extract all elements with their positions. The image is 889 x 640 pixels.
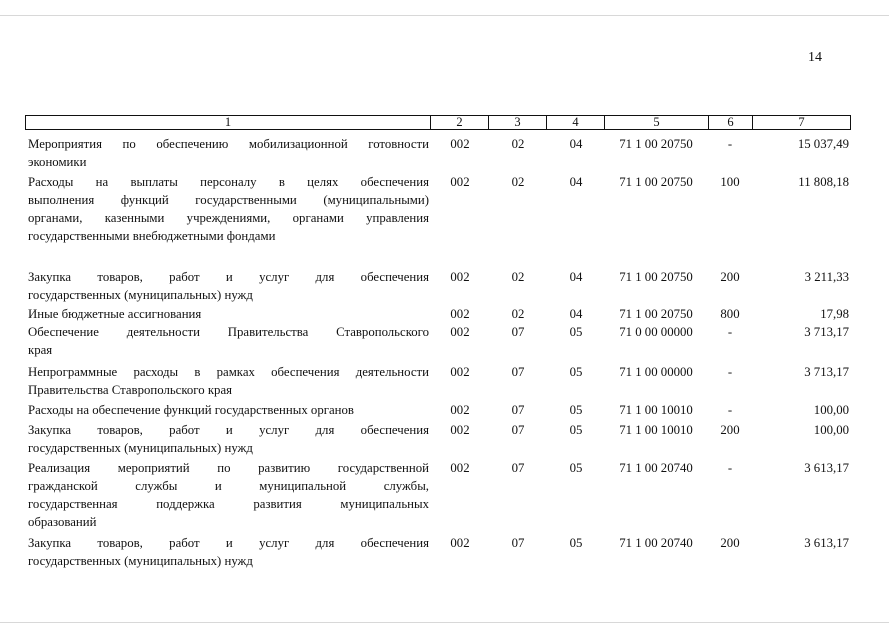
subsection-code: 04 — [569, 307, 583, 321]
target-article-code: 71 1 00 20750 — [619, 307, 693, 321]
subsection-code: 04 — [569, 270, 583, 284]
section-code: 07 — [511, 365, 525, 379]
subsection-code: 05 — [569, 536, 583, 550]
expense-type-code: - — [727, 137, 733, 151]
ministry-code: 002 — [450, 365, 470, 379]
column-header-row — [26, 116, 851, 130]
expense-type-code: - — [727, 461, 733, 475]
subsection-code: 05 — [569, 423, 583, 437]
description-line: Закупка товаров, работ и услуг для обеспечения — [28, 270, 429, 284]
column-header-4: 4 — [547, 116, 605, 130]
expense-type-code: 200 — [720, 270, 740, 284]
description-line: Мероприятия по обеспечению мобилизационной готовности — [28, 137, 429, 151]
column-header-3: 3 — [489, 116, 547, 130]
expense-type-code: 200 — [720, 423, 740, 437]
description-line: края — [28, 343, 53, 357]
subsection-code: 05 — [569, 365, 583, 379]
bottom-edge-line — [0, 622, 889, 623]
target-article-code: 71 1 00 20740 — [619, 461, 693, 475]
subsection-code: 05 — [569, 461, 583, 475]
amount: 11 808,18 — [798, 175, 849, 189]
row-description — [28, 305, 429, 323]
row-description — [28, 135, 429, 171]
section-code: 07 — [511, 536, 525, 550]
description-line: Иные бюджетные ассигнования — [28, 307, 202, 321]
description-line: Правительства Ставропольского края — [28, 383, 233, 397]
target-article-code: 71 1 00 00000 — [619, 365, 693, 379]
amount: 17,98 — [820, 307, 849, 321]
row-description — [28, 534, 429, 570]
row-description — [28, 401, 429, 419]
section-code: 02 — [511, 175, 525, 189]
description-line: Обеспечение деятельности Правительства Ставропольского — [28, 325, 429, 339]
description-line: Расходы на обеспечение функций государственных органов — [28, 403, 354, 417]
section-code: 02 — [511, 307, 525, 321]
target-article-code: 71 1 00 10010 — [619, 403, 693, 417]
section-code: 07 — [511, 423, 525, 437]
ministry-code: 002 — [450, 536, 470, 550]
row-description — [28, 421, 429, 457]
description-line: Расходы на выплаты персоналу в целях обеспечения — [28, 175, 429, 189]
section-code: 02 — [511, 270, 525, 284]
amount: 100,00 — [813, 403, 849, 417]
ministry-code: 002 — [450, 325, 470, 339]
section-code: 07 — [511, 403, 525, 417]
description-line: выполнения функций государственными (муниципальными) — [28, 193, 429, 207]
section-code: 07 — [511, 325, 525, 339]
column-header-table — [25, 115, 851, 130]
description-line: государственных (муниципальных) нужд — [28, 554, 253, 568]
amount: 3 613,17 — [804, 461, 849, 475]
subsection-code: 05 — [569, 403, 583, 417]
description-line: образований — [28, 515, 97, 529]
ministry-code: 002 — [450, 423, 470, 437]
column-header-2: 2 — [431, 116, 489, 130]
description-line: государственных (муниципальных) нужд — [28, 441, 253, 455]
expense-type-code: - — [727, 403, 733, 417]
description-line: Непрограммные расходы в рамках обеспечения деятельности — [28, 365, 429, 379]
description-line: Закупка товаров, работ и услуг для обеспечения — [28, 423, 429, 437]
row-description — [28, 268, 429, 304]
description-line: государственная поддержка развития муниципальных — [28, 497, 429, 511]
ministry-code: 002 — [450, 175, 470, 189]
row-description — [28, 459, 429, 531]
column-header-6: 6 — [709, 116, 753, 130]
expense-type-code: 200 — [720, 536, 740, 550]
ministry-code: 002 — [450, 403, 470, 417]
subsection-code: 04 — [569, 175, 583, 189]
section-code: 02 — [511, 137, 525, 151]
amount: 15 037,49 — [797, 137, 849, 151]
section-code: 07 — [511, 461, 525, 475]
description-line: государственных (муниципальных) нужд — [28, 288, 253, 302]
expense-type-code: - — [727, 325, 733, 339]
amount: 3 211,33 — [804, 270, 849, 284]
column-header-5: 5 — [605, 116, 709, 130]
amount: 3 713,17 — [804, 325, 849, 339]
expense-type-code: - — [727, 365, 733, 379]
subsection-code: 04 — [569, 137, 583, 151]
top-edge-line — [0, 15, 889, 16]
row-description — [28, 363, 429, 399]
target-article-code: 71 1 00 20750 — [619, 270, 693, 284]
target-article-code: 71 1 00 10010 — [619, 423, 693, 437]
description-line: органами, казенными учреждениями, органами управления — [28, 211, 429, 225]
amount: 100,00 — [813, 423, 849, 437]
ministry-code: 002 — [450, 137, 470, 151]
column-header-7: 7 — [753, 116, 851, 130]
row-description — [28, 323, 429, 359]
description-line: экономики — [28, 155, 87, 169]
description-line: Реализация мероприятий по развитию государственной — [28, 461, 429, 475]
amount: 3 713,17 — [804, 365, 849, 379]
ministry-code: 002 — [450, 307, 470, 321]
row-description — [28, 173, 429, 245]
target-article-code: 71 0 00 00000 — [619, 325, 693, 339]
description-line: Закупка товаров, работ и услуг для обеспечения — [28, 536, 429, 550]
expense-type-code: 800 — [720, 307, 740, 321]
page-number: 14 — [808, 50, 822, 65]
description-line: государственными внебюджетными фондами — [28, 229, 276, 243]
ministry-code: 002 — [450, 270, 470, 284]
ministry-code: 002 — [450, 461, 470, 475]
subsection-code: 05 — [569, 325, 583, 339]
target-article-code: 71 1 00 20750 — [619, 137, 693, 151]
target-article-code: 71 1 00 20750 — [619, 175, 693, 189]
expense-type-code: 100 — [720, 175, 740, 189]
amount: 3 613,17 — [804, 536, 849, 550]
target-article-code: 71 1 00 20740 — [619, 536, 693, 550]
description-line: гражданской службы и муниципальной службы, — [28, 479, 429, 493]
column-header-1: 1 — [26, 116, 431, 130]
